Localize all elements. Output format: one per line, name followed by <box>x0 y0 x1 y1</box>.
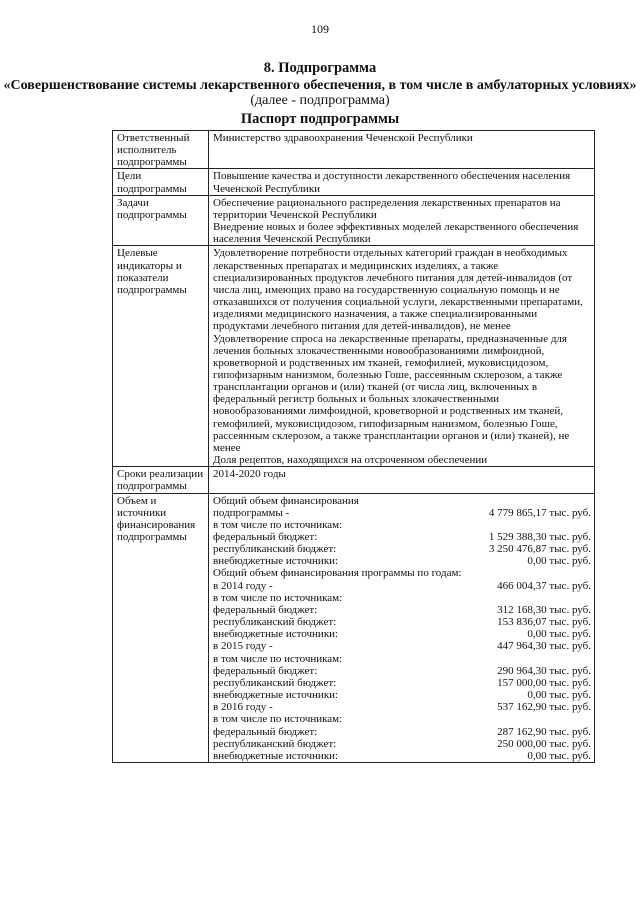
year-extra-label: внебюджетные источники: <box>213 628 339 641</box>
year-republic-amount: 250 000,00 тыс. руб. <box>497 737 591 750</box>
year-extra-amount: 0,00 тыс. руб. <box>527 628 591 641</box>
table-row-financing <box>113 493 595 762</box>
financing-republic-amount: 3 250 476,87 тыс. руб. <box>488 543 591 556</box>
year-extra-row <box>213 750 591 762</box>
table-row-indicators <box>113 246 595 467</box>
row-label-goals: Цели подпрограммы <box>113 169 209 195</box>
financing-total-row <box>213 507 591 519</box>
financing-federal-row <box>213 531 591 543</box>
financing-extra-label: внебюджетные источники: <box>213 555 339 568</box>
row-value-indicators <box>209 246 595 467</box>
year-federal-amount: 287 162,90 тыс. руб. <box>497 725 591 738</box>
subprogram-subtitle <box>0 78 640 108</box>
row-value-tasks <box>209 195 595 246</box>
year-total-amount: 466 004,37 тыс. руб. <box>497 579 591 592</box>
year-federal-label: федеральный бюджет: <box>213 664 318 677</box>
row-label-indicators: Целевые индикаторы и показатели подпрограммы <box>113 246 209 467</box>
passport-title: Паспорт подпрограммы <box>240 111 400 127</box>
year-republic-row <box>213 677 591 689</box>
year-extra-amount: 0,00 тыс. руб. <box>527 689 591 702</box>
table-row-executor <box>113 131 595 169</box>
year-federal-label: федеральный бюджет: <box>213 725 318 738</box>
row-label-tasks: Задачи подпрограммы <box>113 195 209 246</box>
year-label: в 2015 году - <box>213 640 273 653</box>
year-republic-row <box>213 616 591 628</box>
task-paragraph-2: Внедрение новых и более эффективных моделей лекарственного обеспечения населения Чеченской Республики <box>213 221 579 246</box>
year-federal-row <box>213 604 591 616</box>
row-value-terms: 2014-2020 годы <box>209 467 595 493</box>
financing-extra-row <box>213 555 591 567</box>
financing-republic-label: республиканский бюджет: <box>213 543 337 556</box>
task-paragraph-1: Обеспечение рационального распределения лекарственных препаратов на территории Чеченской Республики <box>213 196 561 221</box>
year-republic-label: республиканский бюджет: <box>213 737 337 750</box>
year-label: в 2016 году - <box>213 701 273 714</box>
row-label-executor: Ответственный исполнитель подпрограммы <box>113 131 209 169</box>
year-republic-row <box>213 738 591 750</box>
financing-extra-amount: 0,00 тыс. руб. <box>527 555 591 568</box>
year-total-row <box>213 701 591 713</box>
year-total-row <box>213 580 591 592</box>
indicator-paragraph-3: Доля рецептов, находящихся на отсроченном обеспечении <box>213 454 488 467</box>
subtitle-bold: «Совершенствование системы лекарственного обеспечения, в том числе в амбулаторных условиях» <box>3 78 637 93</box>
year-extra-amount: 0,00 тыс. руб. <box>527 749 591 762</box>
year-federal-row <box>213 726 591 738</box>
passport-table <box>112 130 595 763</box>
year-extra-row <box>213 628 591 640</box>
year-republic-label: республиканский бюджет: <box>213 676 337 689</box>
row-value-goals: Повышение качества и доступности лекарственного обеспечения населения Чеченской Республики <box>209 169 595 195</box>
row-value-financing <box>209 493 595 762</box>
year-republic-amount: 153 836,07 тыс. руб. <box>497 616 591 629</box>
row-label-terms: Сроки реализации подпрограммы <box>113 467 209 493</box>
table-row-terms <box>113 467 595 493</box>
financing-by-years: Общий объем финансирования программы по годам: <box>213 567 462 580</box>
row-value-executor: Министерство здравоохранения Чеченской Республики <box>209 131 595 169</box>
year-total-amount: 447 964,30 тыс. руб. <box>497 640 591 653</box>
year-incl: в том числе по источникам: <box>213 713 343 726</box>
financing-total-amount: 4 779 865,17 тыс. руб. <box>488 506 591 519</box>
year-federal-amount: 312 168,30 тыс. руб. <box>497 603 591 616</box>
table-row-goals <box>113 169 595 195</box>
financing-total-line1: Общий объем финансирования <box>213 494 359 507</box>
year-extra-row <box>213 689 591 701</box>
year-total-amount: 537 162,90 тыс. руб. <box>497 701 591 714</box>
financing-incl: в том числе по источникам: <box>213 518 343 531</box>
indicator-paragraph-2: Удовлетворение спроса на лекарственные препараты, предназначенные для лечения больных злокачественными новообразованиями лимфоидной, кроветворной и родственных им тканей, гемофилией, муковисцидозом, гипофизарным нанизмом, болезнью Гоше, рассеянным склерозом, а также трансплантации органов и (или) тканей (от числа лиц, включенных в федеральный регистр больных и больных злокачественными новообразованиями лимфоидной, кроветворной и родственных им тканей, гемофилией, муковисцидозом, гипофизарным нанизмом, болезнью Гоше, рассеянным склерозом, а также трансплантации органов и (или) тканей), не менее <box>213 332 570 454</box>
year-federal-amount: 290 964,30 тыс. руб. <box>497 664 591 677</box>
year-republic-amount: 157 000,00 тыс. руб. <box>497 676 591 689</box>
section-title: 8. Подпрограмма <box>263 60 377 76</box>
year-extra-label: внебюджетные источники: <box>213 689 339 702</box>
financing-federal-amount: 1 529 388,30 тыс. руб. <box>488 531 591 543</box>
year-extra-label: внебюджетные источники: <box>213 749 339 762</box>
subtitle-rest: (далее - подпрограмма) <box>250 93 390 108</box>
year-republic-label: республиканский бюджет: <box>213 616 337 629</box>
page-number: 109 <box>311 22 329 36</box>
year-label: в 2014 году - <box>213 579 273 592</box>
indicator-paragraph-1: Удовлетворение потребности отдельных категорий граждан в необходимых лекарственных препаратах и медицинских изделиях, а также специализированных продуктов лечебного питания для детей-инвалидов (от числа лиц, имеющих право на государственную социальную помощь и не отказавшихся от получения социальной услуги, лекарственными препаратами, изделиями медицинского назначения, а также специализированными продуктами лечебного питания для детей-инвалидов), не менее <box>213 247 583 333</box>
table-row-tasks <box>113 195 595 246</box>
year-incl: в том числе по источникам: <box>213 591 343 604</box>
year-federal-row <box>213 665 591 677</box>
row-label-financing: Объем и источники финансирования подпрограммы <box>113 493 209 762</box>
financing-republic-row <box>213 543 591 555</box>
year-federal-label: федеральный бюджет: <box>213 603 318 616</box>
financing-federal-label: федеральный бюджет: <box>213 531 318 543</box>
year-incl: в том числе по источникам: <box>213 652 343 665</box>
financing-total-label: подпрограммы - <box>213 506 290 519</box>
year-total-row <box>213 640 591 652</box>
